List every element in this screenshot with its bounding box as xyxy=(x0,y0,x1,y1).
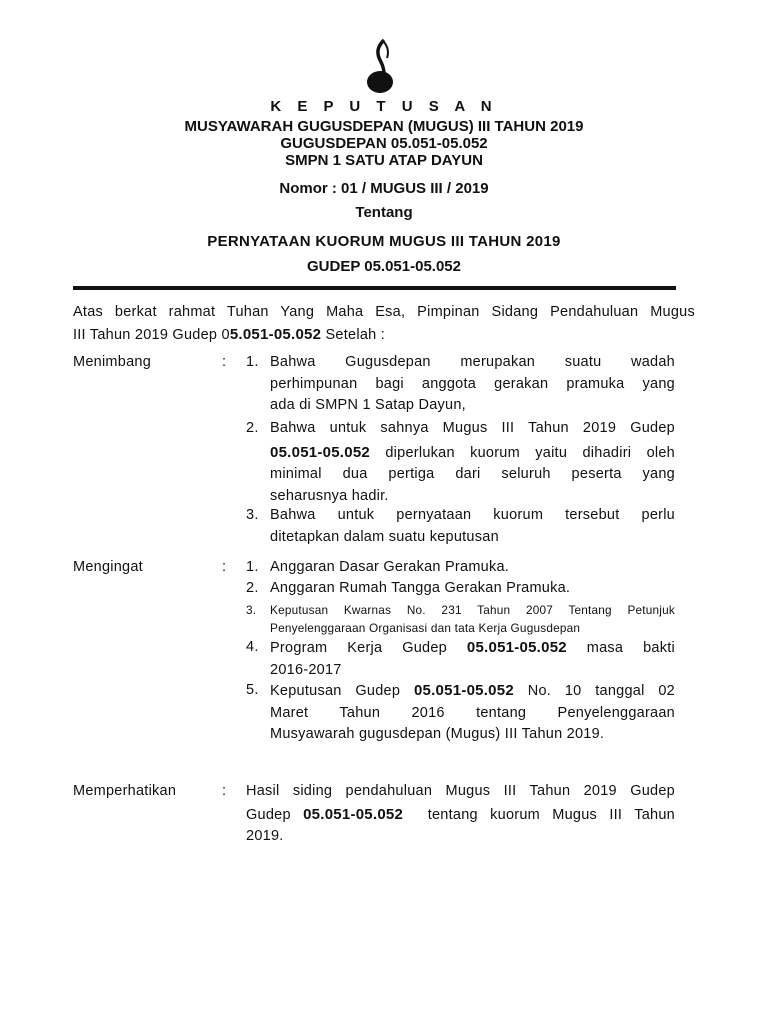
item-line: Hasil siding pendahuluan Mugus III Tahun 2019 Gudep xyxy=(246,783,675,799)
item-line: ada di SMPN 1 Satap Dayun, xyxy=(270,397,466,413)
menimbang-item-1 xyxy=(270,352,675,417)
item-text: tentang kuorum Mugus III Tahun xyxy=(403,806,675,823)
list-number: 2. xyxy=(246,580,259,596)
gudep-code: 05.051-05.052 xyxy=(466,639,567,656)
item-text: Program Kerja Gudep xyxy=(270,640,467,656)
item-line: perhimpunan bagi anggota gerakan pramuka yang xyxy=(270,375,675,392)
item-text: Gudep xyxy=(246,806,304,823)
gudep-code: 05.051-05.052 xyxy=(413,682,514,699)
mengingat-item-5 xyxy=(270,680,675,746)
list-number: 2. xyxy=(246,420,259,436)
header-divider xyxy=(73,286,676,290)
intro-paragraph xyxy=(73,302,695,346)
item-line: seharusnya hadir. xyxy=(270,487,389,504)
menimbang-item-2 xyxy=(270,418,675,507)
mengingat-item-3 xyxy=(270,601,675,637)
list-number: 1. xyxy=(246,559,259,575)
mengingat-colon: : xyxy=(222,559,227,575)
item-text: masa bakti xyxy=(566,640,675,656)
memperhatikan-text xyxy=(246,781,675,848)
decree-heading: K E P U T U S A N xyxy=(270,98,498,115)
intro-text: III Tahun 2019 Gudep 0 xyxy=(73,326,230,343)
pramuka-logo-icon xyxy=(362,38,404,98)
item-line: ditetapkan dalam suatu keputusan xyxy=(270,528,499,545)
item-line xyxy=(246,804,675,827)
mengingat-label: Mengingat xyxy=(73,559,143,575)
decree-subject: PERNYATAAN KUORUM MUGUS III TAHUN 2019 xyxy=(207,233,561,250)
item-line xyxy=(270,442,675,465)
gudep-subtitle: GUDEP 05.051-05.052 xyxy=(307,258,461,275)
item-text: Keputusan Gudep xyxy=(270,683,414,699)
item-line: Bahwa Gugusdepan merupakan suatu wadah xyxy=(270,354,675,370)
item-line: minimal dua pertiga dari seluruh peserta yang xyxy=(270,466,675,482)
item-line: Bahwa untuk sahnya Mugus III Tahun 2019 Gudep xyxy=(270,420,675,436)
mengingat-item-4 xyxy=(270,637,675,681)
list-number: 3. xyxy=(246,603,257,617)
list-number: 5. xyxy=(246,682,259,698)
item-line: Musyawarah gugusdepan (Mugus) III Tahun 2019. xyxy=(270,726,605,742)
list-number: 4. xyxy=(246,639,259,655)
tentang-label: Tentang xyxy=(355,204,413,221)
item-line: 2016-2017 xyxy=(270,661,342,678)
menimbang-item-3 xyxy=(270,505,675,548)
decree-number: Nomor : 01 / MUGUS III / 2019 xyxy=(279,180,489,197)
item-line xyxy=(270,637,675,660)
item-line: Keputusan Kwarnas No. 231 Tahun 2007 Tentang Petunjuk xyxy=(270,603,675,617)
intro-line xyxy=(73,324,695,347)
item-line: Bahwa untuk pernyataan kuorum tersebut perlu xyxy=(270,507,675,523)
gudep-code: 05.051-05.052 xyxy=(303,805,404,823)
item-text: No. 10 tanggal 02 xyxy=(513,683,675,699)
item-line: Maret Tahun 2016 tentang Penyelenggaraan xyxy=(270,704,675,721)
item-text: diperlukan kuorum yaitu dihadiri oleh xyxy=(370,444,675,461)
school-title: SMPN 1 SATU ATAP DAYUN xyxy=(285,152,483,169)
item-line: Penyelenggaraan Organisasi dan tata Kerja Gugusdepan xyxy=(270,621,581,635)
gudep-code: 5.051-05.052 xyxy=(229,325,322,343)
mengingat-item-1: Anggaran Dasar Gerakan Pramuka. xyxy=(270,559,510,575)
intro-line: Atas berkat rahmat Tuhan Yang Maha Esa, Pimpinan Sidang Pendahuluan Mugus xyxy=(73,304,695,320)
list-number: 1. xyxy=(246,354,259,370)
assembly-title: MUSYAWARAH GUGUSDEPAN (MUGUS) III TAHUN 2019 xyxy=(184,118,584,135)
gugusdepan-title: GUGUSDEPAN 05.051-05.052 xyxy=(280,135,488,152)
list-number: 3. xyxy=(246,507,259,523)
memperhatikan-label: Memperhatikan xyxy=(73,783,177,799)
menimbang-colon: : xyxy=(222,354,227,370)
gudep-code: 05.051-05.052 xyxy=(270,443,371,461)
mengingat-item-2: Anggaran Rumah Tangga Gerakan Pramuka. xyxy=(270,580,571,596)
intro-text: Setelah : xyxy=(321,326,385,343)
item-line: 2019. xyxy=(246,828,284,844)
menimbang-label: Menimbang xyxy=(73,354,152,370)
item-line xyxy=(270,680,675,703)
memperhatikan-colon: : xyxy=(222,783,227,799)
